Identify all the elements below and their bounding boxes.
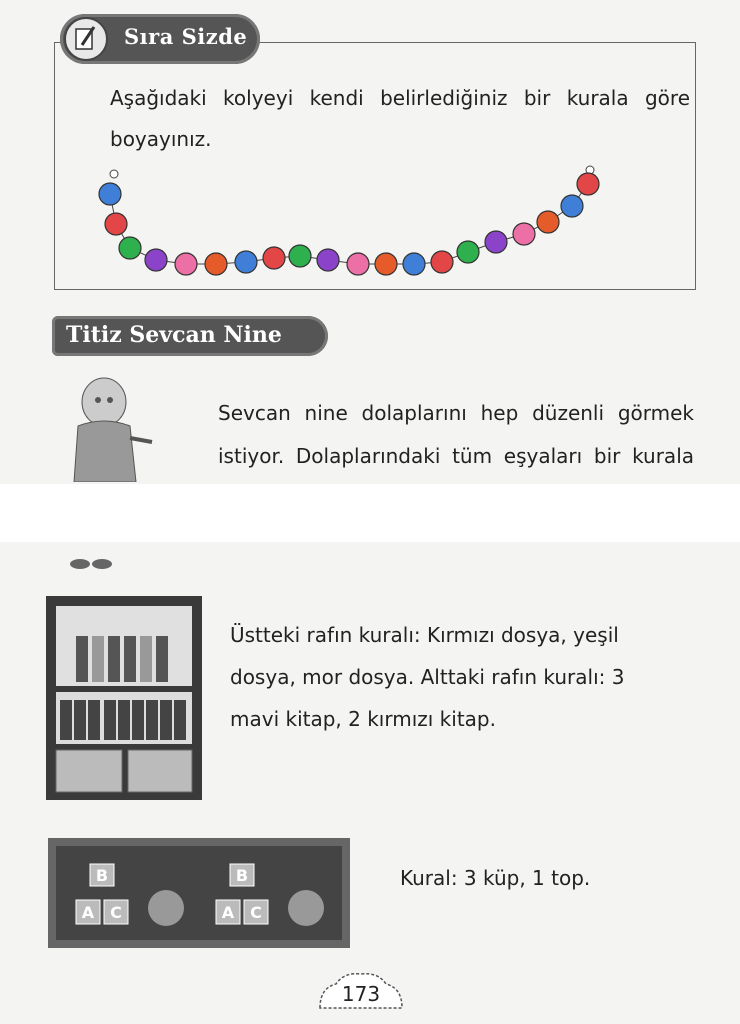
necklace-bead — [99, 183, 121, 205]
blocks-shelf-illustration — [48, 838, 352, 948]
necklace-bead — [289, 245, 311, 267]
necklace-bead — [119, 237, 141, 259]
necklace-bead — [577, 173, 599, 195]
necklace-bead — [347, 253, 369, 275]
necklace-bead — [561, 195, 583, 217]
cabinet-illustration — [46, 596, 204, 808]
pencil-icon — [64, 17, 108, 61]
page-number: 173 — [314, 968, 408, 1012]
sira-sizde-badge — [60, 14, 260, 64]
badge-title: Sıra Sizde — [124, 24, 248, 49]
necklace-bead — [375, 253, 397, 275]
necklace-bead — [485, 231, 507, 253]
necklace-bead — [205, 253, 227, 275]
block-letter-a: A — [81, 903, 95, 922]
necklace-bead — [431, 251, 453, 273]
instruction-text: Aşağıdaki kolyeyi kendi belirlediğiniz bir kurala göre boyayınız. — [110, 86, 690, 151]
blocks-rule-text: Kural: 3 küp, 1 top. — [400, 866, 591, 890]
necklace — [96, 148, 616, 278]
necklace-bead — [175, 253, 197, 275]
necklace-bead — [537, 211, 559, 233]
necklace-bead — [145, 249, 167, 271]
necklace-bead — [457, 241, 479, 263]
necklace-bead — [403, 253, 425, 275]
block-letter-a: A — [221, 903, 235, 922]
necklace-bead — [513, 223, 535, 245]
grandma-feet — [66, 548, 116, 572]
block-letter-b: B — [95, 866, 109, 885]
necklace-string — [110, 184, 588, 264]
page-gap — [0, 484, 740, 542]
necklace-bead — [317, 249, 339, 271]
block-letter-c: C — [250, 903, 262, 922]
necklace-bead — [105, 213, 127, 235]
titiz-sevcan-nine-badge: Titiz Sevcan Nine — [52, 316, 328, 356]
necklace-clasp — [110, 170, 118, 178]
necklace-bead — [235, 251, 257, 273]
necklace-bead — [263, 247, 285, 269]
grandma-illustration — [56, 366, 156, 482]
story-paragraph: Sevcan nine dolaplarını hep düzenli görmek istiyor. Dolaplarındaki tüm eşyaları bir kurala — [218, 401, 694, 468]
block-letter-b: B — [235, 866, 249, 885]
shelf-rules-text: Üstteki rafın kuralı: Kırmızı dosya, yeşil dosya, mor dosya. Alttaki rafın kuralı: 3 mavi kitap, 2 kırmızı kitap. — [230, 623, 625, 731]
block-letter-c: C — [110, 903, 122, 922]
